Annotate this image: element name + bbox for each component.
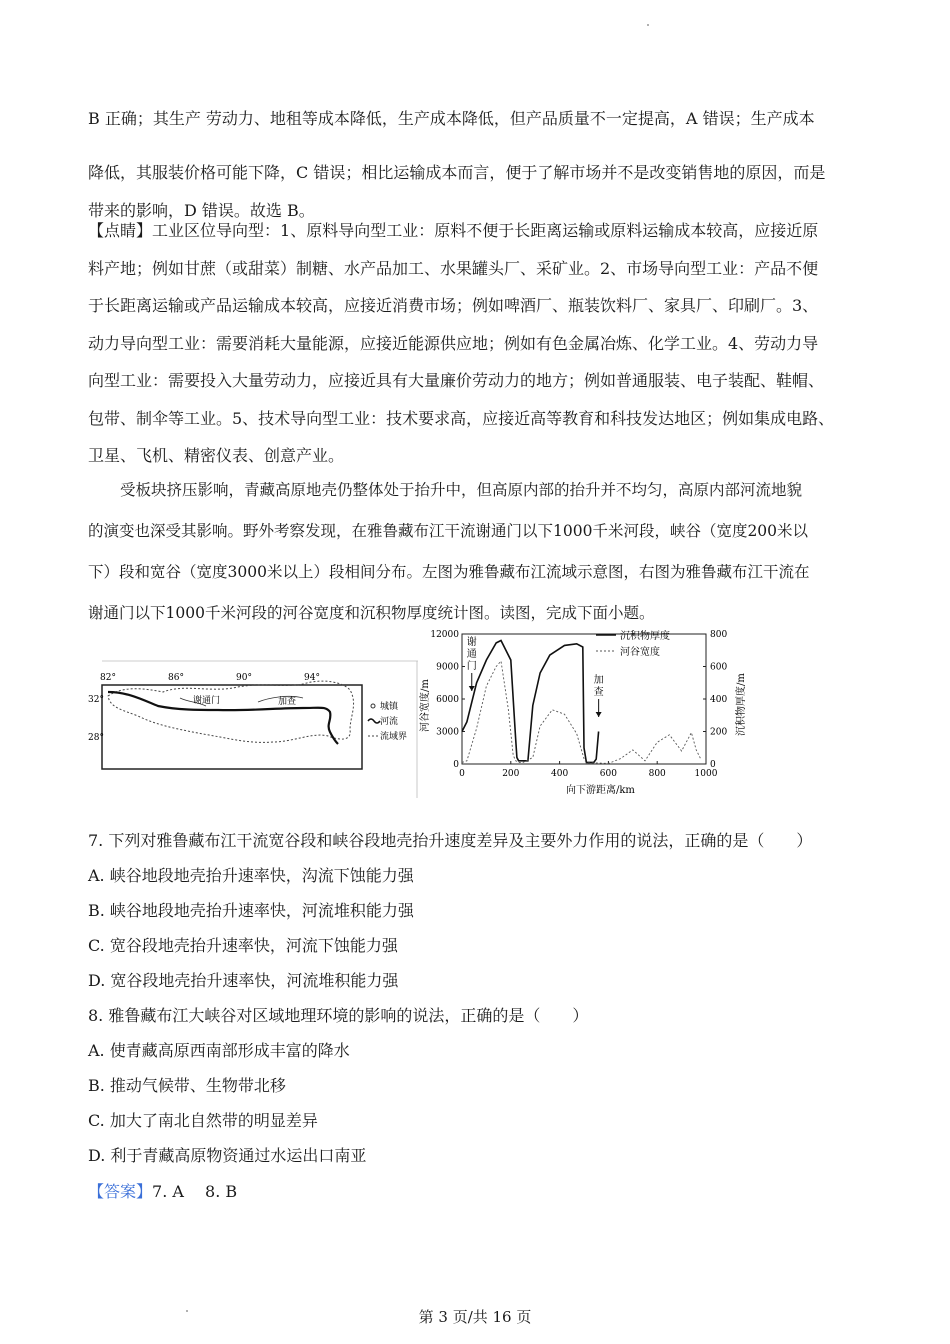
map-frame — [102, 685, 362, 769]
question-8-option: B. 推动气候带、生物带北移 — [88, 1076, 286, 1095]
y-tick-label-left: 12000 — [430, 630, 459, 640]
y-axis-label-left: 河谷宽度/m — [420, 679, 431, 732]
passage-line: 的演变也深受其影响。野外考察发现，在雅鲁藏布江干流谢通门以下1000千米河段，峡谷（宽度200米以 — [88, 522, 809, 540]
question-7-option: A. 峡谷地段地壳抬升速率快，沟流下蚀能力强 — [88, 866, 414, 885]
legend-label: 流域界 — [380, 732, 408, 742]
legend-label: 河流 — [380, 717, 399, 727]
y-tick-label-right: 0 — [710, 760, 716, 770]
arrow-head-icon — [469, 686, 475, 691]
sediment-thickness-line — [462, 641, 599, 763]
annotation-char: 谢 — [466, 637, 477, 648]
annotation-char: 门 — [466, 661, 477, 672]
tip-line: 于长距离运输或产品运输成本较高，应接近消费市场；例如啤酒厂、瓶装饮料厂、家具厂、印刷厂。3、 — [88, 296, 819, 315]
y-tick-label-right: 600 — [710, 662, 728, 673]
tip-line: 动力导向型工业：需要消耗大量能源，应接近能源供应地；例如有色金属冶炼、化学工业。4、劳动力导 — [88, 333, 819, 353]
passage-line: 谢通门以下1000千米河段的河谷宽度和沉积物厚度统计图。读图，完成下面小题。 — [88, 604, 655, 622]
y-tick-label-left: 6000 — [436, 695, 459, 705]
y-axis-label-right: 沉积物厚度/m — [736, 673, 747, 736]
question-7-option: D. 宽谷段地壳抬升速率快，河流堆积能力强 — [88, 971, 399, 990]
passage-line: 受板块挤压影响，青藏高原地壳仍整体处于抬升中，但高原内部的抬升并不均匀，高原内部河流地貌 — [120, 481, 803, 499]
passage-line: 下）段和宽谷（宽度3000米以上）段相间分布。左图为雅鲁藏布江流域示意图，右图为雅鲁藏布江干流在 — [88, 563, 810, 581]
question-7-option: B. 峡谷地段地壳抬升速率快，河流堆积能力强 — [88, 901, 414, 920]
annotation-char: 加 — [593, 675, 604, 686]
lon-label: 94° — [304, 673, 320, 683]
y-tick-label-right: 200 — [710, 727, 728, 738]
place-label: 谢通门 — [193, 696, 221, 706]
lat-label: 32° — [88, 695, 104, 705]
answer-label: 【答案】 — [88, 1182, 153, 1201]
intro-line: B 正确；其生产 劳动力、地租等成本降低，生产成本降低，但产品质量不一定提高，A 错误；生产成本 — [88, 109, 815, 128]
y-tick-label-left: 0 — [453, 760, 459, 770]
tip-paragraph — [88, 212, 868, 475]
lon-label: 86° — [168, 673, 184, 683]
lon-label: 82° — [100, 673, 116, 683]
valley-chart — [418, 620, 758, 800]
x-tick-label: 0 — [459, 769, 465, 779]
question-7-stem: 7. 下列对雅鲁藏布江干流宽谷段和峡谷段地壳抬升速度差异及主要外力作用的说法，正确的是（ ） — [88, 831, 813, 850]
question-8-stem: 8. 雅鲁藏布江大峡谷对区域地理环境的影响的说法，正确的是（ ） — [88, 1006, 589, 1025]
tip-line: 【点睛】工业区位导向型：1、原料导向型工业：原料不便于长距离运输或原料运输成本较高，应接近原 — [88, 221, 819, 240]
intro-line: 降低，其服装价格可能下降，C 错误；相比运输成本而言，便于了解市场并不是改变销售地的原因，而是 — [88, 163, 826, 182]
legend-label: 河谷宽度 — [620, 647, 660, 658]
legend-label: 沉积物厚度 — [620, 631, 670, 642]
x-tick-label: 600 — [599, 769, 617, 779]
town-icon — [371, 704, 375, 708]
y-tick-label-left: 9000 — [436, 662, 459, 673]
arrow-head-icon — [596, 712, 602, 717]
x-tick-label: 200 — [502, 769, 520, 779]
tip-line: 卫星、飞机、精密仪表、创意产业。 — [88, 446, 345, 465]
y-tick-label-right: 400 — [710, 695, 728, 705]
tip-line: 料产地；例如甘蔗（或甜菜）制糖、水产品加工、水果罐头厂、采矿业。2、市场导向型工业：产品不便 — [88, 258, 819, 278]
legend-label: 城镇 — [380, 702, 399, 712]
page-footer: 第 3 页/共 16 页 — [418, 1308, 532, 1326]
scan-dot — [647, 24, 649, 26]
valley-width-line — [462, 661, 701, 763]
x-axis-label: 向下游距离/km — [566, 785, 635, 796]
place-label: 加查 — [278, 697, 297, 707]
x-tick-label: 400 — [551, 769, 569, 779]
question-7-option: C. 宽谷段地壳抬升速率快，河流下蚀能力强 — [88, 936, 398, 955]
watershed-map — [88, 658, 418, 798]
annotation-char: 通 — [466, 649, 477, 660]
annotation-char: 查 — [593, 687, 604, 698]
x-tick-label: 800 — [648, 769, 666, 779]
answer-line — [88, 1181, 237, 1203]
question-8-option: D. 利于青藏高原物资通过水运出口南亚 — [88, 1146, 367, 1165]
river-icon — [368, 719, 380, 723]
lon-label: 90° — [236, 673, 252, 683]
intro-line: 带来的影响，D 错误。故选 B。 — [88, 201, 315, 220]
tip-label: 【点睛】 — [88, 221, 153, 240]
answer-text: 7. A 8. B — [152, 1182, 238, 1201]
y-tick-label-right: 800 — [710, 630, 728, 640]
reading-passage — [88, 470, 868, 634]
question-8-option: C. 加大了南北自然带的明显差异 — [88, 1111, 318, 1130]
x-tick-label: 1000 — [694, 769, 718, 779]
lat-label: 28° — [88, 733, 104, 743]
question-8-option: A. 使青藏高原西南部形成丰富的降水 — [88, 1041, 350, 1060]
tip-line: 包带、制伞等工业。5、技术导向型工业：技术要求高，应接近高等教育和科技发达地区；例如集成电路、 — [88, 408, 835, 428]
y-tick-label-left: 3000 — [436, 727, 459, 738]
tip-line: 向型工业：需要投入大量劳动力，应接近具有大量廉价劳动力的地方；例如普通服装、电子装配、鞋帽、 — [88, 371, 825, 390]
